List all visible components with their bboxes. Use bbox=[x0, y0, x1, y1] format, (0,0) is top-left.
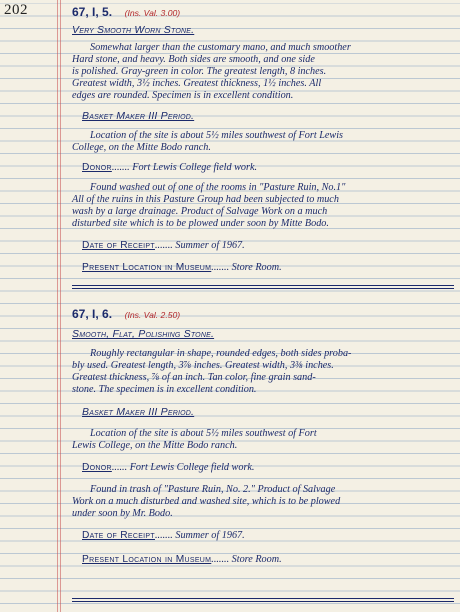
date-of-receipt bbox=[82, 530, 245, 542]
donor bbox=[82, 462, 254, 474]
present-location-label: Present Location in Museum bbox=[82, 262, 212, 273]
found-line: Found washed out of one of the rooms in "Pasture Ruin, No.1" bbox=[90, 182, 346, 193]
entry-header bbox=[72, 308, 180, 322]
entry-divider bbox=[72, 285, 454, 289]
description-line: Greatest thickness, ⅞ of an inch. Tan color, fine grain sand- bbox=[72, 372, 316, 383]
margin-line bbox=[60, 0, 61, 612]
receipt-value: ....... Summer of 1967. bbox=[154, 530, 245, 541]
found-line: disturbed site which is to be plowed under soon by Mitte Bodo. bbox=[72, 218, 329, 229]
donor-label: Donor bbox=[82, 162, 112, 173]
receipt-label: Date of Receipt bbox=[82, 240, 155, 251]
catalog-entry bbox=[72, 300, 454, 600]
found-line: under soon by Mr. Bodo. bbox=[72, 508, 173, 519]
location-line: College, on the Mitte Bodo ranch. bbox=[72, 142, 211, 153]
description-line: Greatest width, 3½ inches. Greatest thickness, 1½ inches. All bbox=[72, 78, 322, 89]
found-line: Found in trash of "Pasture Ruin, No. 2." Product of Salvage bbox=[90, 484, 336, 495]
location-line: Lewis College, on the Mitte Bodo ranch. bbox=[72, 440, 238, 451]
donor bbox=[82, 162, 257, 174]
description-line: edges are rounded. Specimen is in excellent condition. bbox=[72, 90, 294, 101]
description-line: bly used. Greatest length, 3⅞ inches. Greatest width, 3⅜ inches. bbox=[72, 360, 334, 371]
found-line: Work on a much disturbed and washed site, which is to be plowed bbox=[72, 496, 341, 507]
period: Basket Maker III Period. bbox=[82, 406, 195, 418]
date-of-receipt bbox=[82, 240, 245, 252]
insured-value: (Ins. Val. 2.50) bbox=[124, 310, 181, 320]
entry-divider bbox=[72, 598, 454, 602]
catalog-number: 67, I, 6. bbox=[72, 307, 113, 321]
donor-label: Donor bbox=[82, 462, 112, 473]
receipt-label: Date of Receipt bbox=[82, 530, 155, 541]
description-line: Hard stone, and heavy. Both sides are smooth, and one side bbox=[72, 54, 315, 65]
present-location-value: ....... Store Room. bbox=[211, 262, 282, 273]
location-line: Location of the site is about 5½ miles southwest of Fort bbox=[90, 428, 317, 439]
found-line: All of the ruins in this Pasture Group had been subjected to much bbox=[72, 194, 339, 205]
present-location-value: ....... Store Room. bbox=[211, 554, 282, 565]
margin-line bbox=[57, 0, 58, 612]
description-line: Somewhat larger than the customary mano, and much smoother bbox=[90, 42, 351, 53]
insured-value: (Ins. Val. 3.00) bbox=[124, 8, 181, 18]
location-line: Location of the site is about 5½ miles southwest of Fort Lewis bbox=[90, 130, 343, 141]
donor-value: ....... Fort Lewis College field work. bbox=[111, 162, 258, 173]
present-location bbox=[82, 554, 282, 566]
found-line: wash by a large drainage. Product of Salvage Work on a much bbox=[72, 206, 328, 217]
donor-value: ...... Fort Lewis College field work. bbox=[111, 462, 255, 473]
entry-title: Very Smooth Worn Stone. bbox=[72, 24, 195, 36]
page-number: 202 bbox=[4, 2, 28, 18]
description-line: stone. The specimen is in excellent condition. bbox=[72, 384, 257, 395]
present-location bbox=[82, 262, 282, 274]
catalog-number: 67, I, 5. bbox=[72, 5, 113, 19]
receipt-value: ....... Summer of 1967. bbox=[154, 240, 245, 251]
entry-header bbox=[72, 6, 180, 20]
description-line: Roughly rectangular in shape, rounded edges, both sides proba- bbox=[90, 348, 352, 359]
entry-title: Smooth, Flat, Polishing Stone. bbox=[72, 328, 215, 340]
catalog-entry bbox=[72, 0, 454, 300]
period: Basket Maker III Period. bbox=[82, 110, 195, 122]
description-line: is polished. Gray-green in color. The greatest length, 8 inches. bbox=[72, 66, 327, 77]
present-location-label: Present Location in Museum bbox=[82, 554, 212, 565]
